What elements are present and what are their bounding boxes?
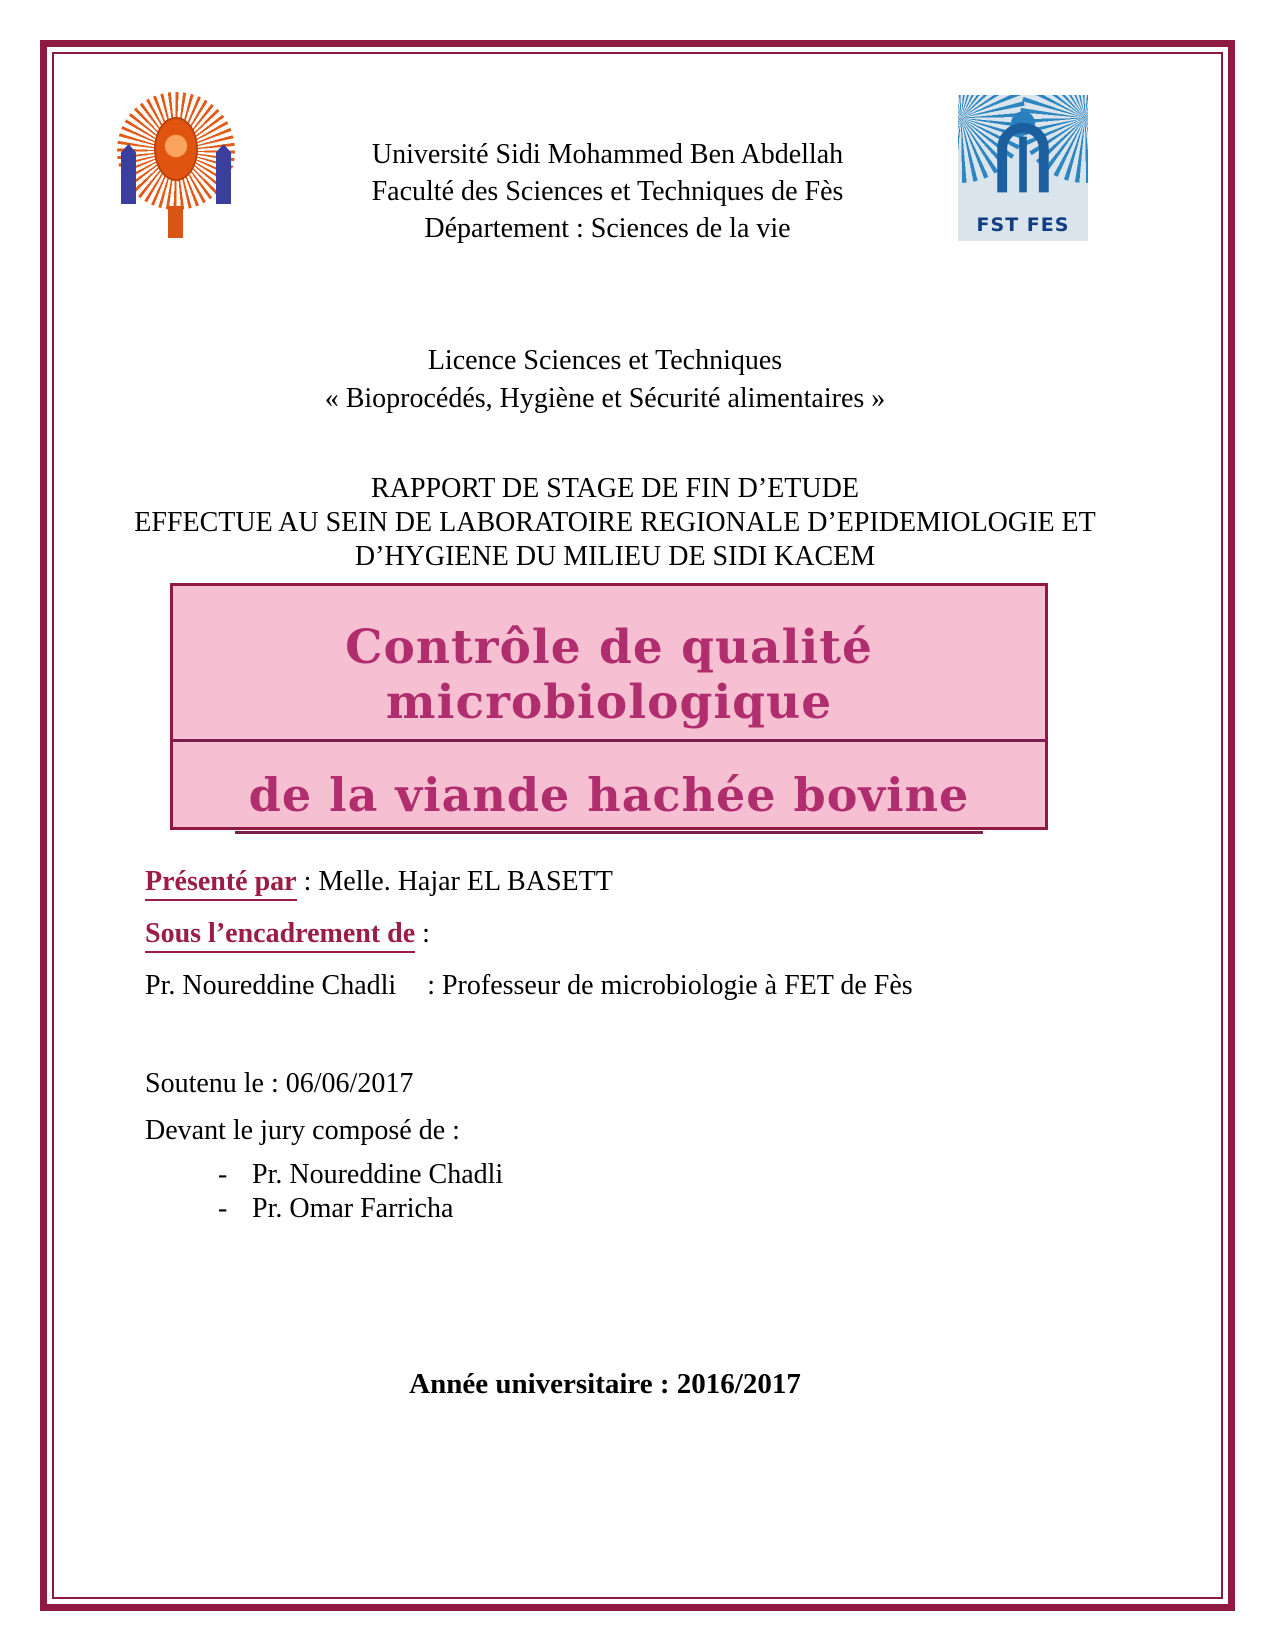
program-block xyxy=(55,342,1155,418)
supervisor-line xyxy=(145,970,913,1002)
report-line-3: D’HYGIENE DU MILIEU DE SIDI KACEM xyxy=(354,541,876,572)
jury-member-name: Pr. Omar Farricha xyxy=(252,1193,454,1224)
fst-fes-logo xyxy=(958,95,1088,241)
degree-name: Licence Sciences et Techniques xyxy=(427,345,783,376)
report-line-2: EFFECTUE AU SEIN DE LABORATOIRE REGIONALE D’EPIDEMIOLOGIE ET xyxy=(134,507,1096,538)
supervisor-role: : Professeur de microbiologie à FET de Fès xyxy=(427,970,913,1001)
report-statement xyxy=(55,472,1175,574)
presented-by-label: Présenté par xyxy=(145,866,297,901)
jury-bullet: - xyxy=(218,1193,228,1224)
emblem-center-icon xyxy=(154,117,198,181)
supervision-label: Sous l’encadrement de xyxy=(145,918,415,953)
title-box xyxy=(170,583,1048,830)
institution-header xyxy=(200,136,1015,247)
jury-member-name: Pr. Noureddine Chadli xyxy=(252,1159,504,1190)
jury-member-item xyxy=(218,1192,503,1226)
supervision-suffix: : xyxy=(422,918,430,949)
supervisor-name: Pr. Noureddine Chadli xyxy=(145,970,397,1001)
university-name: Université Sidi Mohammed Ben Abdellah xyxy=(371,139,844,170)
fst-monogram-icon xyxy=(990,107,1056,199)
faculty-name: Faculté des Sciences et Techniques de Fès xyxy=(371,176,844,207)
jury-intro-line: Devant le jury composé de : xyxy=(145,1115,460,1146)
presented-by-line xyxy=(145,866,613,898)
report-line-1: RAPPORT DE STAGE DE FIN D’ETUDE xyxy=(371,473,859,504)
emblem-base-icon xyxy=(168,206,183,238)
report-title-line-2: de la viande hachée bovine xyxy=(235,768,984,834)
jury-list xyxy=(218,1158,503,1226)
speciality-name: « Bioprocédés, Hygiène et Sécurité alimentaires » xyxy=(324,383,886,414)
jury-member-item xyxy=(218,1158,503,1192)
academic-year: Année universitaire : 2016/2017 xyxy=(409,1368,801,1400)
fst-logo-caption: FST FES xyxy=(976,214,1070,236)
presented-by-value: : Melle. Hajar EL BASETT xyxy=(303,866,613,897)
supervision-line xyxy=(145,918,430,950)
jury-bullet: - xyxy=(218,1159,228,1190)
minaret-left-icon xyxy=(121,144,136,204)
defense-date-line: Soutenu le : 06/06/2017 xyxy=(145,1068,414,1099)
department-name: Département : Sciences de la vie xyxy=(424,213,791,244)
report-title-line-1: Contrôle de qualité microbiologique xyxy=(173,620,1045,742)
